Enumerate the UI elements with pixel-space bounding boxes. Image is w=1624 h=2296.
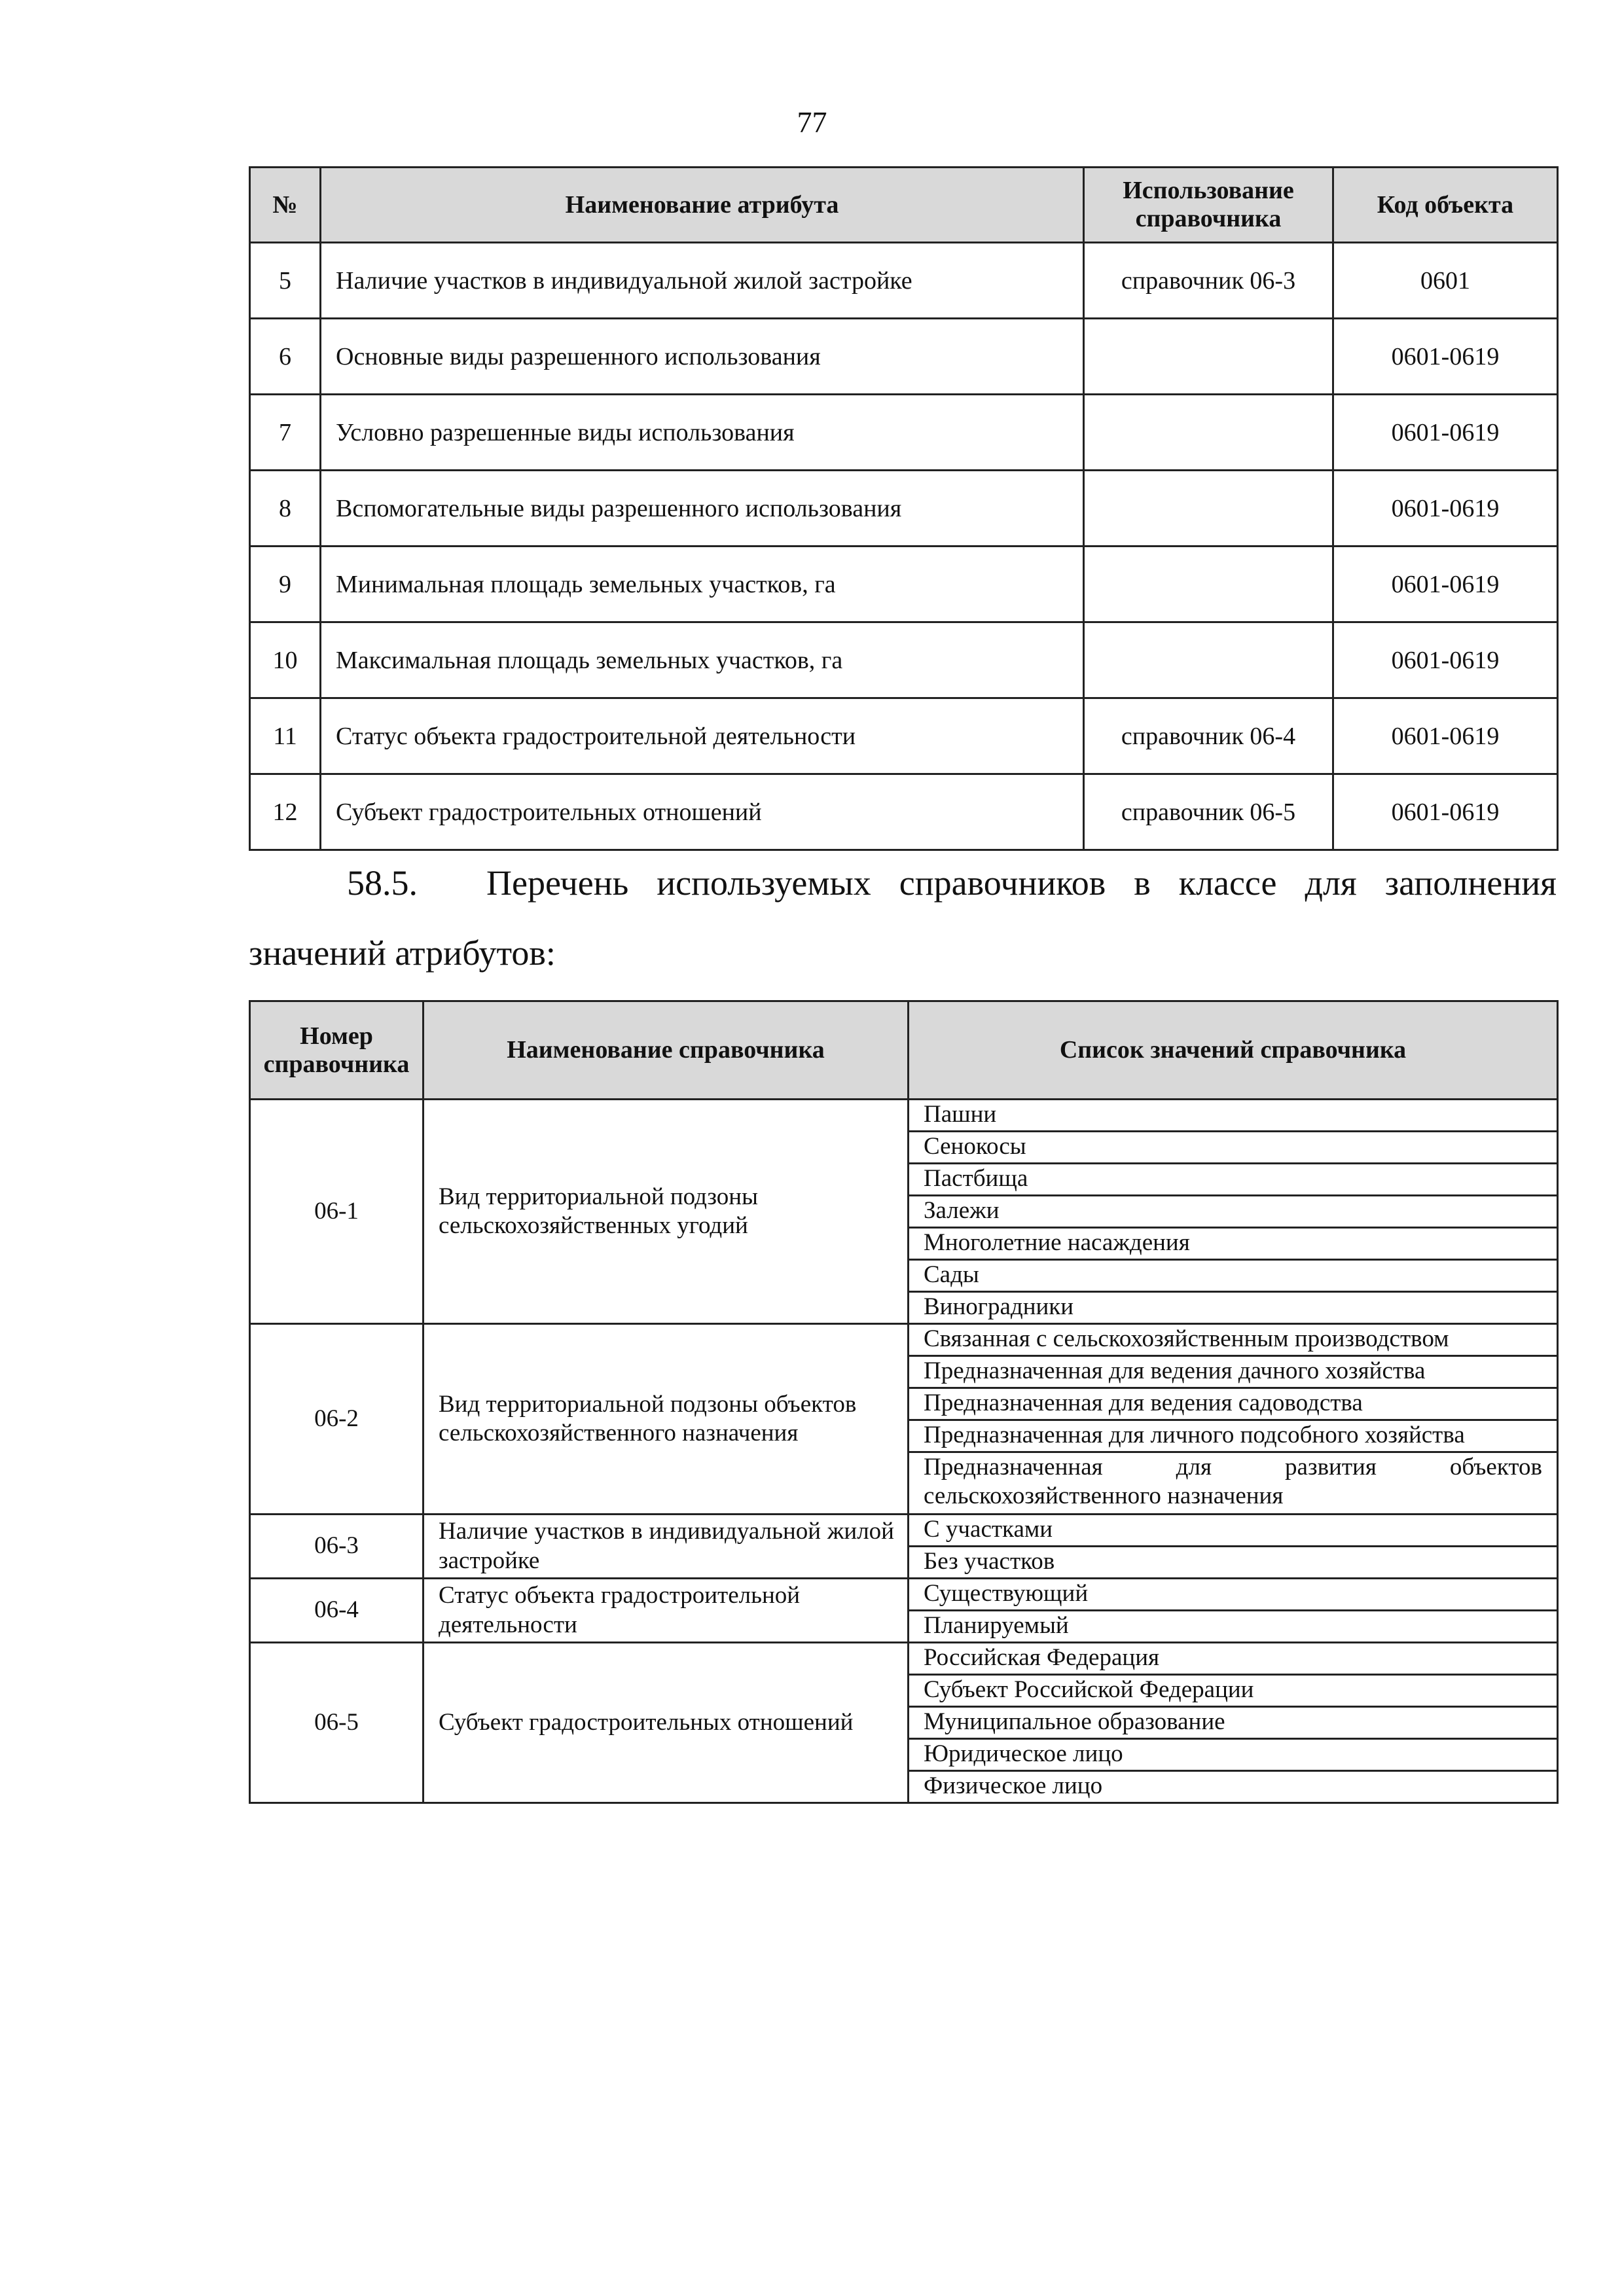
- header-reference-name: Наименование справочника: [424, 1001, 909, 1100]
- reference-value: Залежи: [909, 1196, 1558, 1228]
- row-reference: [1084, 622, 1333, 698]
- table-row: [250, 1100, 1558, 1132]
- reference-value: С участками: [909, 1515, 1558, 1547]
- reference-code: 06-5: [250, 1643, 424, 1803]
- row-code: 0601: [1333, 243, 1558, 319]
- page-number: 77: [797, 105, 827, 139]
- reference-code: 06-2: [250, 1324, 424, 1515]
- section-number: 58.5.: [347, 863, 418, 903]
- row-num: 6: [250, 319, 321, 395]
- row-attribute-name: Минимальная площадь земельных участков, га: [321, 547, 1084, 622]
- reference-value: Виноградники: [909, 1292, 1558, 1324]
- reference-name: Вид территориальной подзоны сельскохозяйственных угодий: [424, 1100, 909, 1324]
- attributes-table-header: [250, 168, 1558, 243]
- row-attribute-name: Условно разрешенные виды использования: [321, 395, 1084, 471]
- row-code: 0601-0619: [1333, 774, 1558, 850]
- table-row: [250, 622, 1558, 698]
- section-text-line2: значений атрибутов:: [249, 933, 556, 973]
- reference-value: Предназначенная для развития объектов сельскохозяйственного назначения: [909, 1452, 1558, 1515]
- table-row: [250, 1643, 1558, 1675]
- reference-name: Наличие участков в индивидуальной жилой застройке: [424, 1515, 909, 1579]
- attributes-table: [249, 166, 1559, 851]
- reference-value: Связанная с сельскохозяйственным производством: [909, 1324, 1558, 1356]
- table-row: [250, 243, 1558, 319]
- row-attribute-name: Статус объекта градостроительной деятельности: [321, 698, 1084, 774]
- references-table: [249, 1000, 1559, 1804]
- table-row: [250, 774, 1558, 850]
- reference-code: 06-4: [250, 1579, 424, 1643]
- row-code: 0601-0619: [1333, 471, 1558, 547]
- row-reference: справочник 06-4: [1084, 698, 1333, 774]
- row-reference: справочник 06-5: [1084, 774, 1333, 850]
- reference-value: Российская Федерация: [909, 1643, 1558, 1675]
- row-num: 10: [250, 622, 321, 698]
- row-num: 11: [250, 698, 321, 774]
- reference-value: Субъект Российской Федерации: [909, 1675, 1558, 1707]
- row-attribute-name: Максимальная площадь земельных участков, га: [321, 622, 1084, 698]
- reference-value: Без участков: [909, 1547, 1558, 1579]
- section-text-line1: Перечень используемых справочников в классе для заполнения: [486, 863, 1557, 903]
- header-num: №: [250, 168, 321, 243]
- row-reference: [1084, 471, 1333, 547]
- reference-value: Сенокосы: [909, 1132, 1558, 1164]
- row-reference: [1084, 319, 1333, 395]
- table-row: [250, 698, 1558, 774]
- reference-value: Пашни: [909, 1100, 1558, 1132]
- reference-value: Пастбища: [909, 1164, 1558, 1196]
- table-row: [250, 1515, 1558, 1547]
- reference-value: Сады: [909, 1260, 1558, 1292]
- table-row: [250, 1579, 1558, 1611]
- reference-value: Муниципальное образование: [909, 1707, 1558, 1739]
- reference-name: Вид территориальной подзоны объектов сельскохозяйственного назначения: [424, 1324, 909, 1515]
- row-code: 0601-0619: [1333, 395, 1558, 471]
- header-attribute-name: Наименование атрибута: [321, 168, 1084, 243]
- reference-name: Субъект градостроительных отношений: [424, 1643, 909, 1803]
- reference-code: 06-1: [250, 1100, 424, 1324]
- row-attribute-name: Основные виды разрешенного использования: [321, 319, 1084, 395]
- reference-value: Существующий: [909, 1579, 1558, 1611]
- row-num: 12: [250, 774, 321, 850]
- row-num: 7: [250, 395, 321, 471]
- row-code: 0601-0619: [1333, 622, 1558, 698]
- table-row: [250, 471, 1558, 547]
- row-attribute-name: Вспомогательные виды разрешенного использования: [321, 471, 1084, 547]
- row-num: 9: [250, 547, 321, 622]
- reference-value: Предназначенная для личного подсобного хозяйства: [909, 1420, 1558, 1452]
- header-object-code: Код объекта: [1333, 168, 1558, 243]
- references-table-header: [250, 1001, 1558, 1100]
- row-attribute-name: Наличие участков в индивидуальной жилой застройке: [321, 243, 1084, 319]
- header-reference-number: Номер справочника: [250, 1001, 424, 1100]
- table-row: [250, 1324, 1558, 1356]
- table-row: [250, 547, 1558, 622]
- row-code: 0601-0619: [1333, 319, 1558, 395]
- header-reference-values: Список значений справочника: [909, 1001, 1558, 1100]
- reference-value: Планируемый: [909, 1611, 1558, 1643]
- row-num: 8: [250, 471, 321, 547]
- row-attribute-name: Субъект градостроительных отношений: [321, 774, 1084, 850]
- reference-value: Многолетние насаждения: [909, 1228, 1558, 1260]
- row-code: 0601-0619: [1333, 547, 1558, 622]
- header-reference-usage: Использование справочника: [1084, 168, 1333, 243]
- reference-value: Предназначенная для ведения садоводства: [909, 1388, 1558, 1420]
- reference-code: 06-3: [250, 1515, 424, 1579]
- row-num: 5: [250, 243, 321, 319]
- row-reference: [1084, 547, 1333, 622]
- row-reference: справочник 06-3: [1084, 243, 1333, 319]
- table-row: [250, 319, 1558, 395]
- row-reference: [1084, 395, 1333, 471]
- reference-value: Предназначенная для ведения дачного хозяйства: [909, 1356, 1558, 1388]
- row-code: 0601-0619: [1333, 698, 1558, 774]
- reference-value: Физическое лицо: [909, 1771, 1558, 1803]
- table-row: [250, 395, 1558, 471]
- reference-value: Юридическое лицо: [909, 1739, 1558, 1771]
- reference-name: Статус объекта градостроительной деятельности: [424, 1579, 909, 1643]
